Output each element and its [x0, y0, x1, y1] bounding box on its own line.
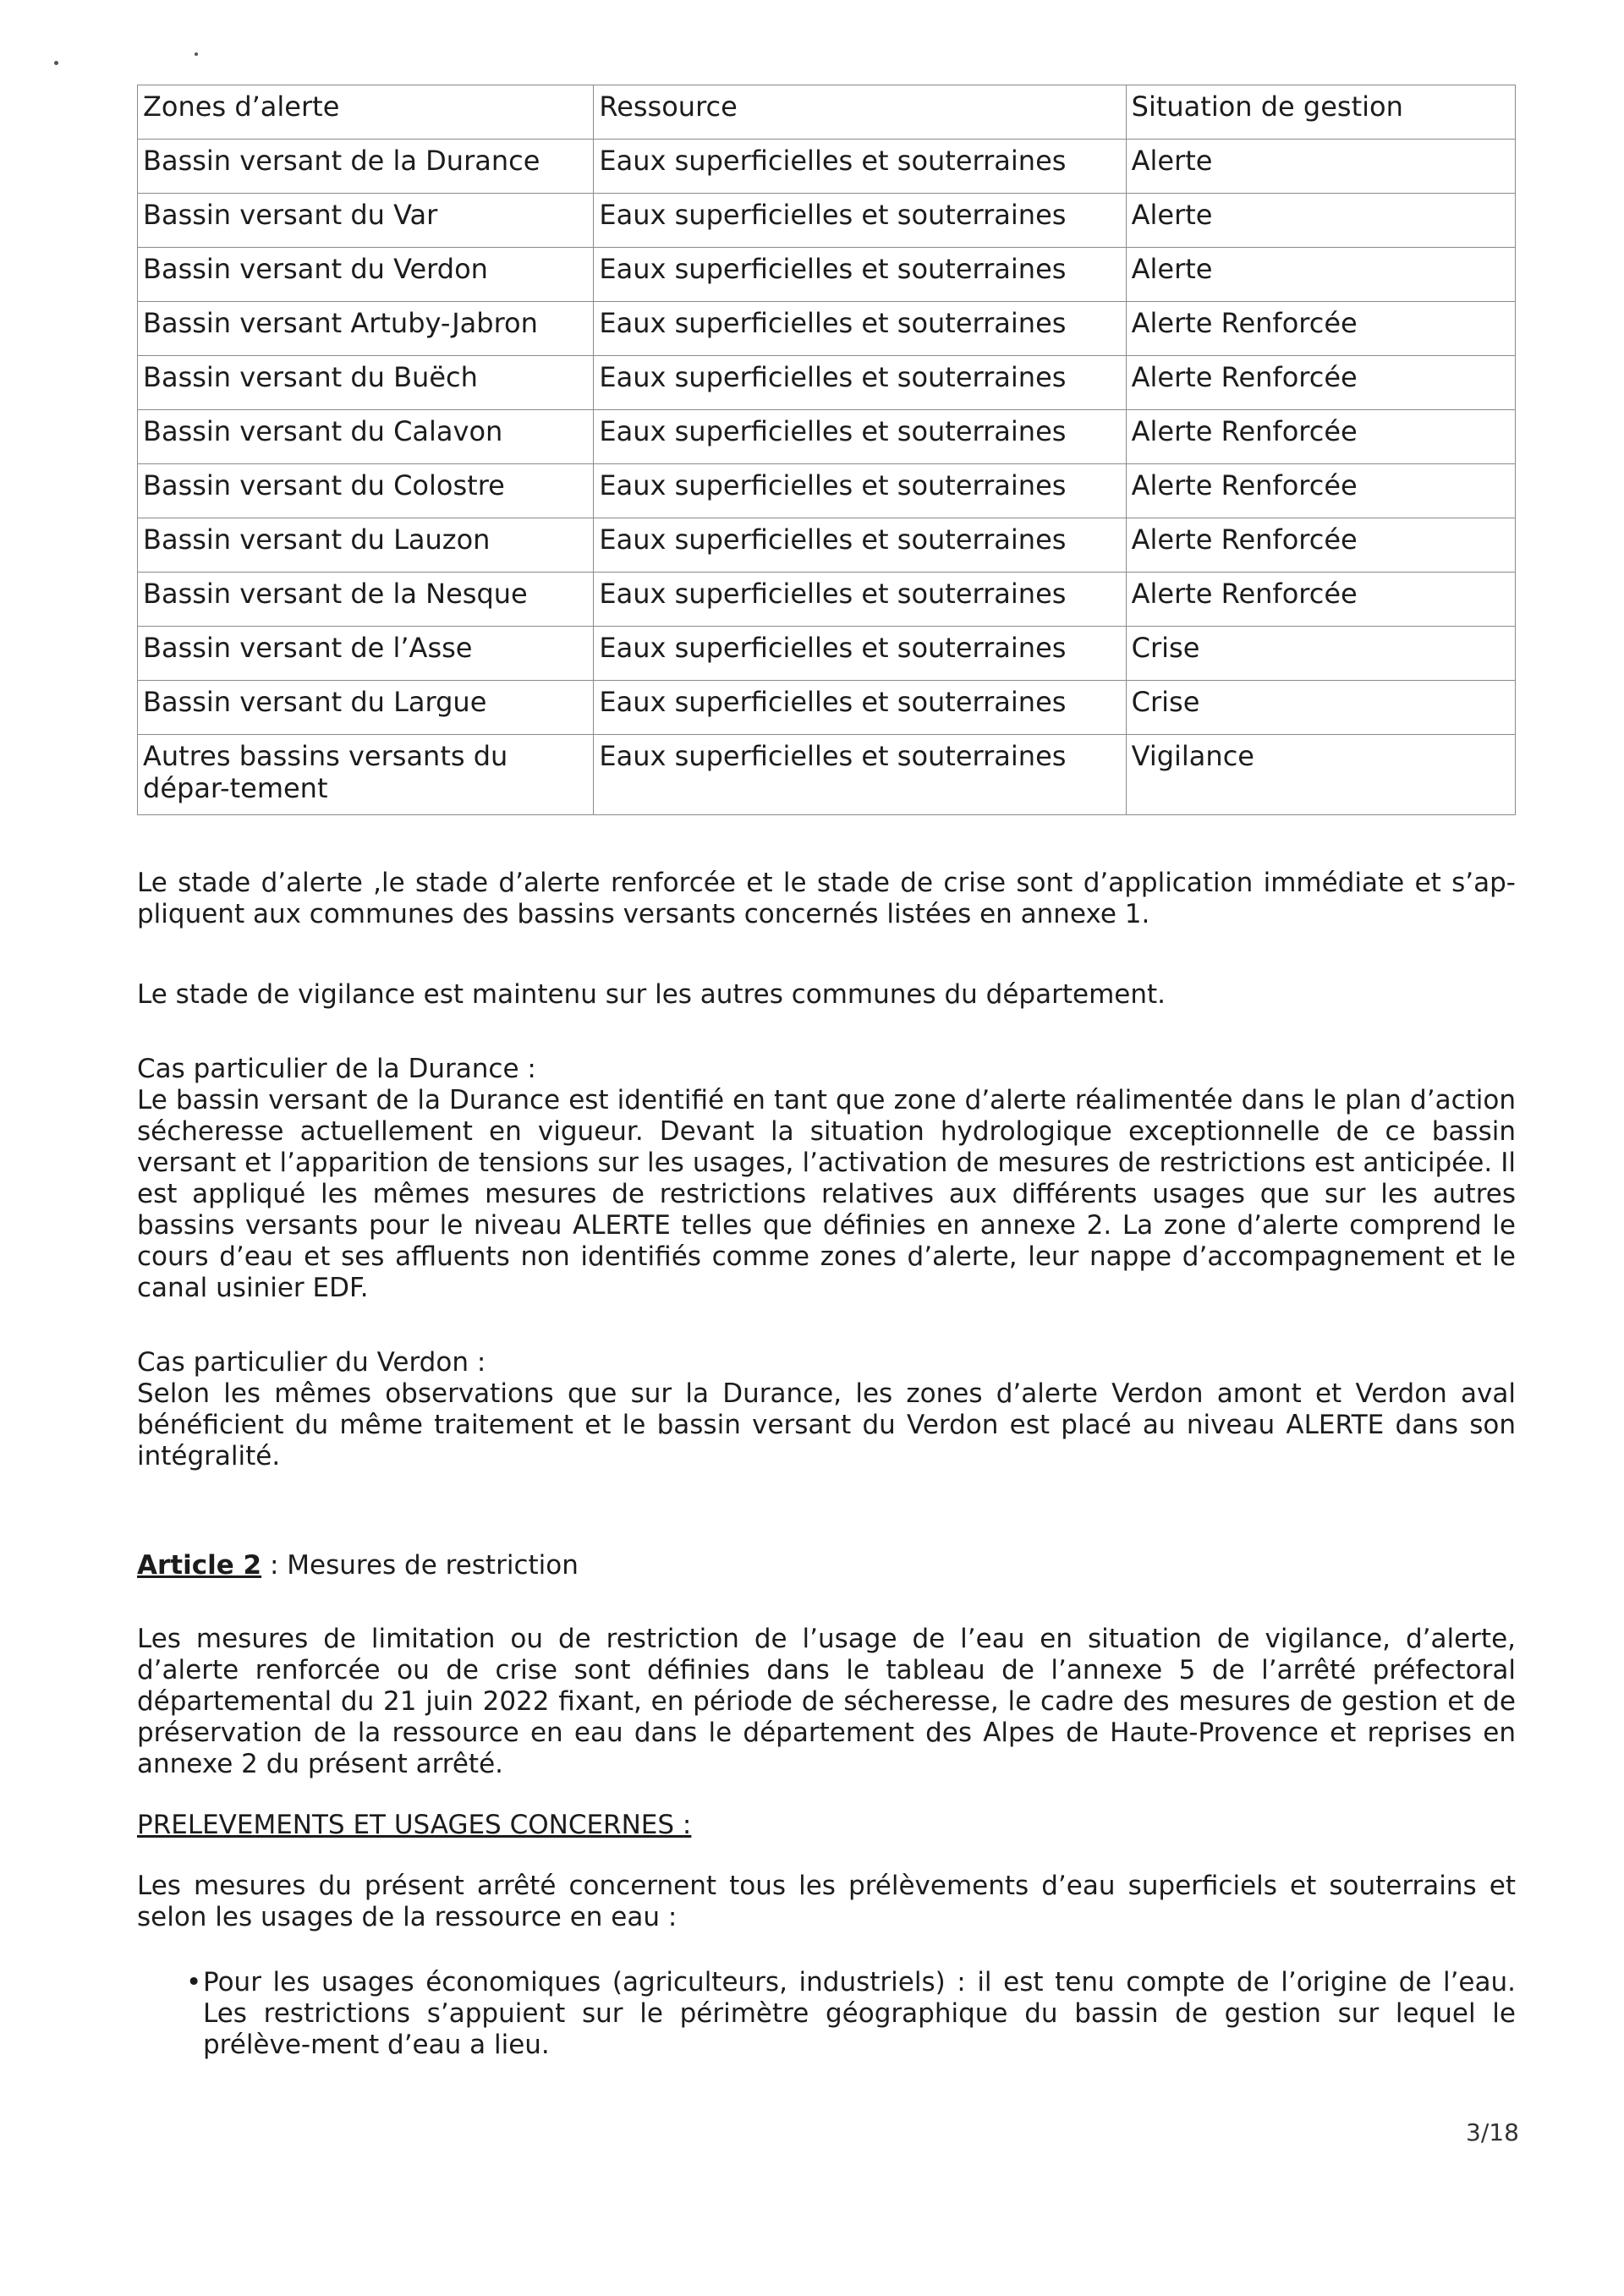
article-number: Article 2 [137, 1550, 262, 1581]
zone-cell: Bassin versant du Verdon [138, 248, 594, 302]
table-row [138, 194, 1516, 248]
article-heading [137, 1550, 1516, 1581]
page-number: 3/18 [1466, 2118, 1519, 2146]
ressource-cell: Eaux superficielles et souterraines [594, 302, 1126, 356]
zone-cell: Bassin versant de l’Asse [138, 627, 594, 681]
durance-title: Cas particulier de la Durance : [137, 1054, 536, 1084]
durance-body: Le bassin versant de la Durance est identifié en tant que zone d’alerte réalimentée dans le plan d’action sécheresse actuellement en vigueur. Devant la situation hydrologique exceptionnelle de ce bassin versant et l’apparition de tensions sur les usages, l’activation de mesures de restrictions est anticipée. Il est appliqué les mêmes mesures de restrictions relatives aux différents usages que sur les autres bassins versants pour le niveau ALERTE telles que définies en annexe 2. La zone d’alerte comprend le cours d’eau et ses affluents non identifiés comme zones d’alerte, leur nappe d’accompagnement et le canal usinier EDF. [137, 1085, 1516, 1303]
situation-cell: Alerte [1126, 194, 1515, 248]
stade-alerte-paragraph: Le stade d’alerte ,le stade d’alerte renforcée et le stade de crise sont d’application immédiate et s’ap-pliquent aux communes des bassins versants concernés listées en annexe 1. [137, 868, 1516, 929]
table-row [138, 518, 1516, 573]
situation-cell: Alerte Renforcée [1126, 410, 1515, 464]
ressource-cell: Eaux superficielles et souterraines [594, 518, 1126, 573]
situation-cell: Vigilance [1126, 735, 1515, 815]
situation-cell: Crise [1126, 681, 1515, 735]
document-page [137, 85, 1516, 2061]
table-row [138, 248, 1516, 302]
bullet-marker: • [186, 1967, 202, 1997]
situation-cell: Alerte Renforcée [1126, 302, 1515, 356]
table-row [138, 464, 1516, 518]
ressource-cell: Eaux superficielles et souterraines [594, 627, 1126, 681]
table-row [138, 681, 1516, 735]
table-row [138, 302, 1516, 356]
zone-cell: Bassin versant du Lauzon [138, 518, 594, 573]
verdon-section [137, 1347, 1516, 1472]
bullet-text: Pour les usages économiques (agriculteurs, industriels) : il est tenu compte de l’origine de l’eau. Les restrictions s’appuient sur le périmètre géographique du bassin de gestion sur lequel le prélève-ment d’eau a lieu. [203, 1967, 1516, 2060]
zone-cell: Bassin versant du Largue [138, 681, 594, 735]
stade-vigilance-paragraph: Le stade de vigilance est maintenu sur les autres communes du département. [137, 979, 1166, 1010]
alert-zones-table [137, 85, 1516, 815]
ressource-cell: Eaux superficielles et souterraines [594, 735, 1126, 815]
durance-section [137, 1054, 1516, 1304]
situation-cell: Alerte Renforcée [1126, 573, 1515, 627]
ressource-cell: Eaux superficielles et souterraines [594, 356, 1126, 410]
table-row [138, 573, 1516, 627]
zone-cell: Bassin versant du Colostre [138, 464, 594, 518]
table-row [138, 627, 1516, 681]
ressource-cell: Eaux superficielles et souterraines [594, 140, 1126, 194]
scan-speck [195, 52, 198, 56]
prelevements-paragraph: Les mesures du présent arrêté concernent tous les prélèvements d’eau superficiels et souterrains et selon les usages de la ressource en eau : [137, 1871, 1516, 1932]
situation-cell: Alerte [1126, 140, 1515, 194]
zone-cell: Bassin versant du Var [138, 194, 594, 248]
situation-cell: Alerte Renforcée [1126, 464, 1515, 518]
situation-cell: Alerte Renforcée [1126, 356, 1515, 410]
zone-cell: Bassin versant du Buëch [138, 356, 594, 410]
table-row [138, 356, 1516, 410]
zone-cell: Bassin versant Artuby-Jabron [138, 302, 594, 356]
ressource-cell: Eaux superficielles et souterraines [594, 573, 1126, 627]
table-row [138, 140, 1516, 194]
table-row [138, 410, 1516, 464]
verdon-body: Selon les mêmes observations que sur la Durance, les zones d’alerte Verdon amont et Verdon aval bénéficient du même traitement et le bassin versant du Verdon est placé au niveau ALERTE dans son intégralité. [137, 1378, 1516, 1471]
header-cell-ressource: Ressource [594, 85, 1126, 140]
list-item [188, 1967, 1516, 2061]
table-row [138, 735, 1516, 815]
situation-cell: Crise [1126, 627, 1515, 681]
header-cell-zones: Zones d’alerte [138, 85, 594, 140]
verdon-title: Cas particulier du Verdon : [137, 1347, 486, 1378]
situation-cell: Alerte [1126, 248, 1515, 302]
ressource-cell: Eaux superficielles et souterraines [594, 194, 1126, 248]
zone-cell: Bassin versant de la Durance [138, 140, 594, 194]
zone-cell: Bassin versant du Calavon [138, 410, 594, 464]
table-header-row [138, 85, 1516, 140]
header-cell-situation: Situation de gestion [1126, 85, 1515, 140]
article-title: : Mesures de restriction [261, 1550, 579, 1581]
zone-cell: Autres bassins versants du dépar-tement [138, 735, 594, 815]
zone-cell: Bassin versant de la Nesque [138, 573, 594, 627]
mesures-paragraph: Les mesures de limitation ou de restriction de l’usage de l’eau en situation de vigilance, d’alerte, d’alerte renforcée ou de crise sont définies dans le tableau de l’annexe 5 de l’arrêté préfectoral départemental du 21 juin 2022 fixant, en période de sécheresse, le cadre des mesures de gestion et de préservation de la ressource en eau dans le département des Alpes de Haute-Provence et reprises en annexe 2 du présent arrêté. [137, 1624, 1516, 1779]
ressource-cell: Eaux superficielles et souterraines [594, 410, 1126, 464]
ressource-cell: Eaux superficielles et souterraines [594, 464, 1126, 518]
scan-speck [54, 61, 58, 65]
ressource-cell: Eaux superficielles et souterraines [594, 681, 1126, 735]
ressource-cell: Eaux superficielles et souterraines [594, 248, 1126, 302]
prelevements-heading: PRELEVEMENTS ET USAGES CONCERNES : [137, 1810, 692, 1840]
situation-cell: Alerte Renforcée [1126, 518, 1515, 573]
